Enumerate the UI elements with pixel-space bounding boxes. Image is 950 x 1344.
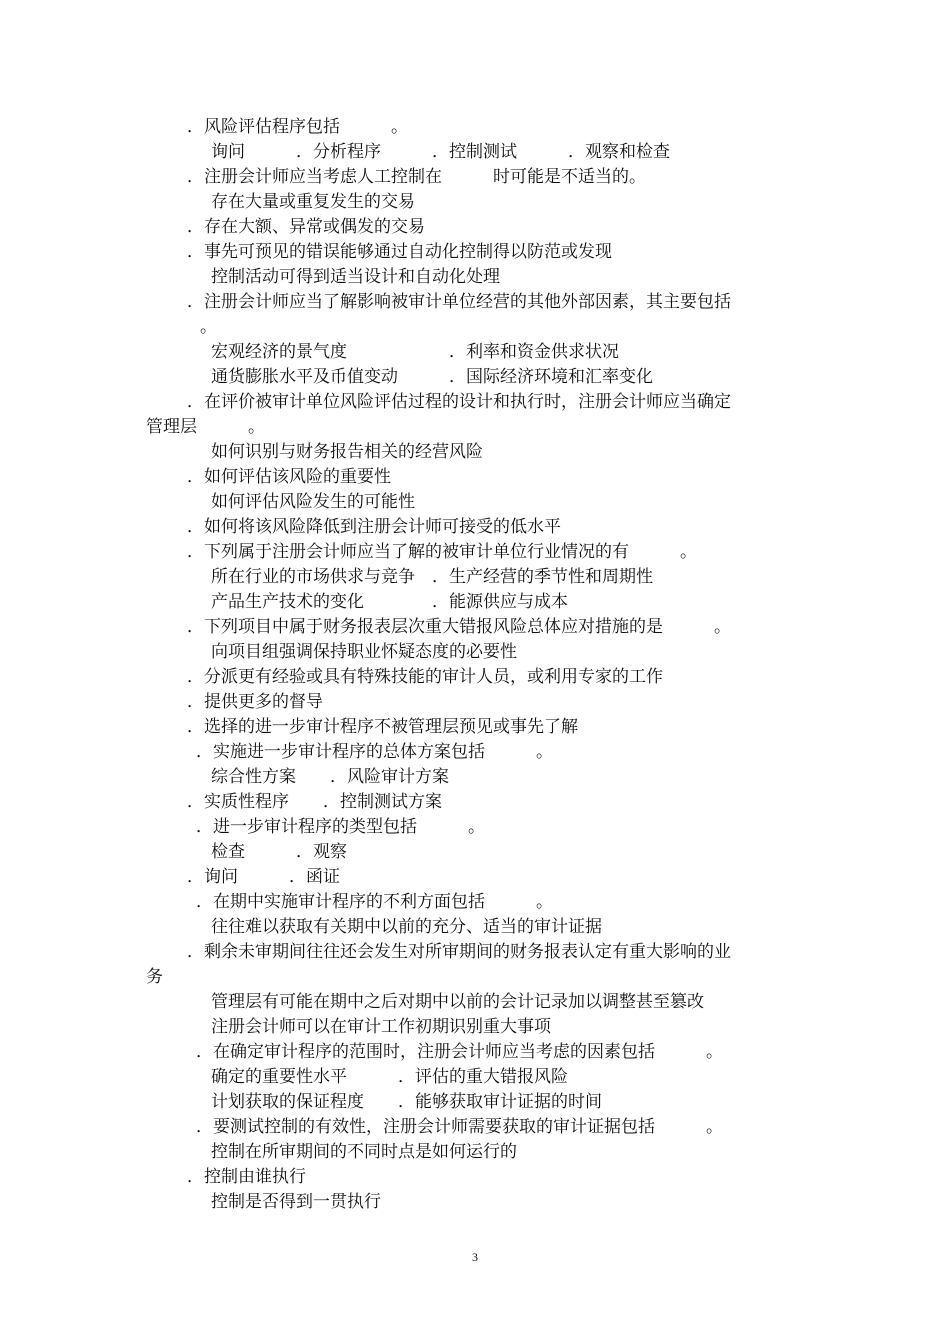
text-line: 向项目组强调保持职业怀疑态度的必要性 — [211, 642, 517, 662]
text-line: ．在期中实施审计程序的不利方面包括 。 — [196, 892, 553, 912]
text-line: ．剩余未审期间往往还会发生对所审期间的财务报表认定有重大影响的业 — [187, 942, 731, 962]
text-line: ．控制由谁执行 — [187, 1167, 306, 1187]
text-line: 检查 ．观察 — [211, 842, 347, 862]
text-line: ．分派更有经验或具有特殊技能的审计人员，或利用专家的工作 — [187, 667, 663, 687]
text-line: 询问 ．分析程序 ．控制测试 ．观察和检查 — [211, 142, 670, 162]
text-line: ．存在大额、异常或偶发的交易 — [187, 217, 425, 237]
text-line: 所在行业的市场供求与竞争 ．生产经营的季节性和周期性 — [211, 567, 653, 587]
text-line: 控制活动可得到适当设计和自动化处理 — [211, 267, 500, 287]
text-line: ．如何评估该风险的重要性 — [187, 467, 391, 487]
text-line: ．进一步审计程序的类型包括 。 — [196, 817, 485, 837]
text-line: ．注册会计师应当了解影响被审计单位经营的其他外部因素，其主要包括 — [187, 292, 731, 312]
text-line: ．要测试控制的有效性，注册会计师需要获取的审计证据包括 。 — [196, 1117, 723, 1137]
text-line: 。 — [200, 317, 217, 337]
text-line: ．下列项目中属于财务报表层次重大错报风险总体应对措施的是 。 — [187, 617, 731, 637]
text-line: ．下列属于注册会计师应当了解的被审计单位行业情况的有 。 — [187, 542, 697, 562]
text-line: 往往难以获取有关期中以前的充分、适当的审计证据 — [211, 917, 602, 937]
text-line: ．实质性程序 ．控制测试方案 — [187, 792, 442, 812]
text-line: 务 — [146, 967, 163, 987]
text-line: ．提供更多的督导 — [187, 692, 323, 712]
text-line: 如何评估风险发生的可能性 — [211, 492, 415, 512]
page-number: 3 — [472, 1250, 478, 1264]
text-line: 存在大量或重复发生的交易 — [211, 192, 415, 212]
text-line: 确定的重要性水平 ．评估的重大错报风险 — [211, 1067, 568, 1087]
text-line: 产品生产技术的变化 ．能源供应与成本 — [211, 592, 568, 612]
text-line: ．在评价被审计单位风险评估过程的设计和执行时，注册会计师应当确定 — [187, 392, 731, 412]
text-line: ．实施进一步审计程序的总体方案包括 。 — [196, 742, 553, 762]
text-line: ．风险评估程序包括 。 — [187, 117, 408, 137]
text-line: 通货膨胀水平及币值变动 ．国际经济环境和汇率变化 — [211, 367, 653, 387]
text-line: 如何识别与财务报告相关的经营风险 — [211, 442, 483, 462]
text-line: 宏观经济的景气度 ．利率和资金供求状况 — [211, 342, 619, 362]
text-line: ．在确定审计程序的范围时，注册会计师应当考虑的因素包括 。 — [196, 1042, 723, 1062]
text-line: 计划获取的保证程度 ．能够获取审计证据的时间 — [211, 1092, 602, 1112]
text-line: 控制在所审期间的不同时点是如何运行的 — [211, 1142, 517, 1162]
text-line: ．如何将该风险降低到注册会计师可接受的低水平 — [187, 517, 561, 537]
text-line: ．注册会计师应当考虑人工控制在 时可能是不适当的。 — [187, 167, 646, 187]
text-line: ．选择的进一步审计程序不被管理层预见或事先了解 — [187, 717, 578, 737]
text-line: 注册会计师可以在审计工作初期识别重大事项 — [211, 1017, 551, 1037]
text-line: 管理层有可能在期中之后对期中以前的会计记录加以调整甚至篡改 — [211, 992, 704, 1012]
text-line: 综合性方案 ．风险审计方案 — [211, 767, 449, 787]
text-line: 控制是否得到一贯执行 — [211, 1192, 381, 1212]
text-line: ．询问 ．函证 — [187, 867, 340, 887]
text-line: 管理层 。 — [146, 417, 265, 437]
text-line: ．事先可预见的错误能够通过自动化控制得以防范或发现 — [187, 242, 612, 262]
